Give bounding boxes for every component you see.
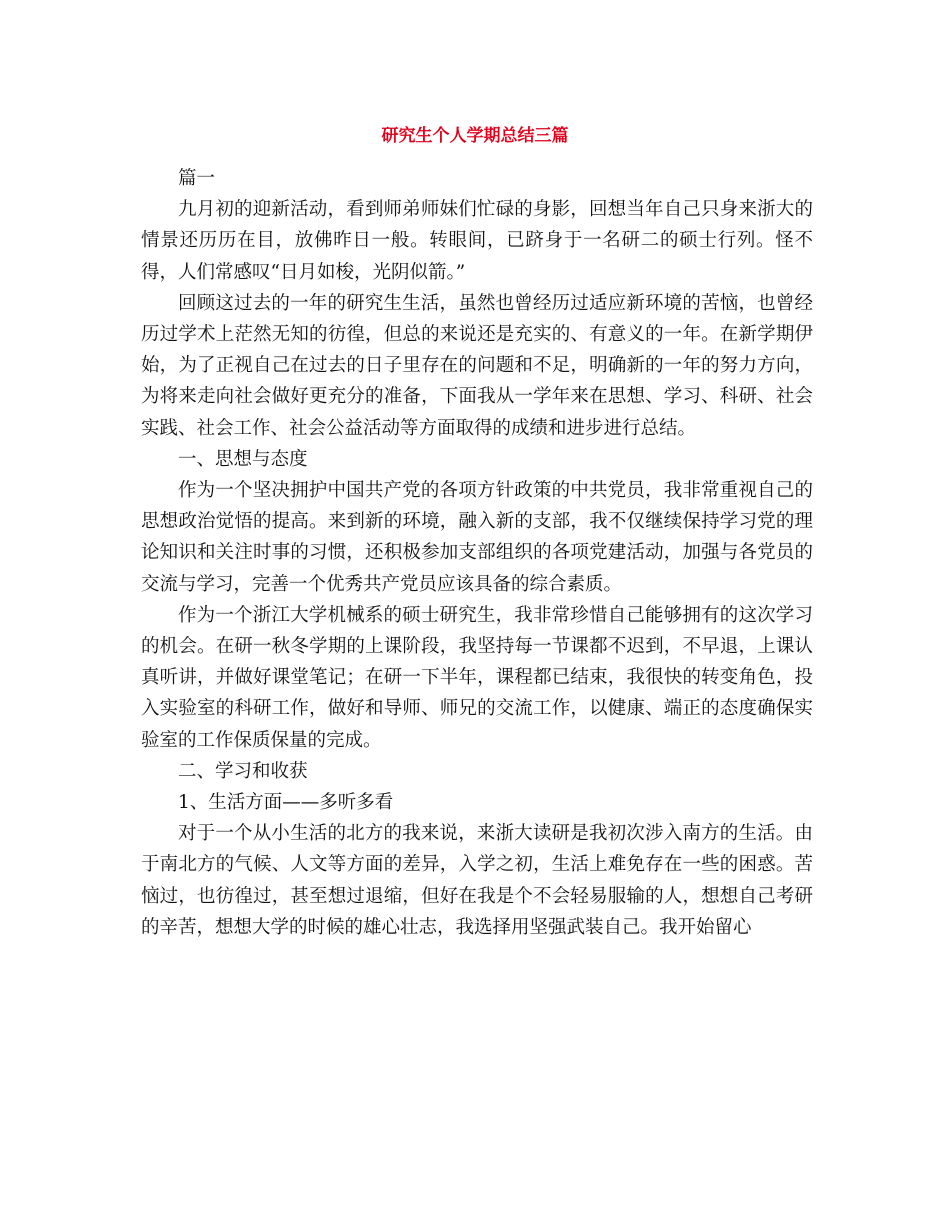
document-body: [141, 163, 813, 943]
paragraph: 九月初的迎新活动，看到师弟师妹们忙碌的身影，回想当年自己只身来浙大的情景还历历在目，放佛昨日一般。转眼间，已跻身于一名研二的硕士行列。怪不得，人们常感叹“日月如梭，光阴似箭。”: [141, 199, 813, 283]
paragraph: 回顾这过去的一年的研究生生活，虽然也曾经历过适应新环境的苦恼，也曾经历过学术上茫然无知的彷徨，但总的来说还是充实的、有意义的一年。在新学期伊始，为了正视自己在过去的日子里存在的问题和不足，明确新的一年的努力方向，为将来走向社会做好更充分的准备，下面我从一学年来在思想、学习、科研、社会实践、社会工作、社会公益活动等方面取得的成绩和进步进行总结。: [141, 292, 813, 439]
section-heading: 一、思想与态度: [178, 448, 308, 470]
section-heading: 二、学习和收获: [178, 760, 308, 782]
paragraph: 作为一个坚决拥护中国共产党的各项方针政策的中共党员，我非常重视自己的思想政治觉悟的提高。来到新的环境，融入新的支部，我不仅继续保持学习党的理论知识和关注时事的习惯，还积极参加支部组织的各项党建活动，加强与各党员的交流与学习，完善一个优秀共产党员应该具备的综合素质。: [141, 480, 813, 595]
section-label: 篇一: [178, 168, 216, 189]
paragraph: 作为一个浙江大学机械系的硕士研究生，我非常珍惜自己能够拥有的这次学习的机会。在研一秋冬学期的上课阶段，我坚持每一节课都不迟到，不早退，上课认真听讲，并做好课堂笔记；在研一下半年，课程都已结束，我很快的转变角色，投入实验室的科研工作，做好和导师、师兄的交流工作，以健康、端正的态度确保实验室的工作保质保量的完成。: [141, 604, 813, 751]
subsection-heading: 1、生活方面——多听多看: [178, 792, 394, 814]
paragraph: 对于一个从小生活的北方的我来说，来浙大读研是我初次涉入南方的生活。由于南北方的气候、人文等方面的差异，入学之初，生活上难免存在一些的困惑。苦恼过，也彷徨过，甚至想过退缩，但好在我是个不会轻易服输的人，想想自己考研的辛苦，想想大学的时候的雄心壮志，我选择用坚强武装自己。我开始留心: [141, 823, 813, 938]
document-title: 研究生个人学期总结三篇: [381, 126, 569, 146]
